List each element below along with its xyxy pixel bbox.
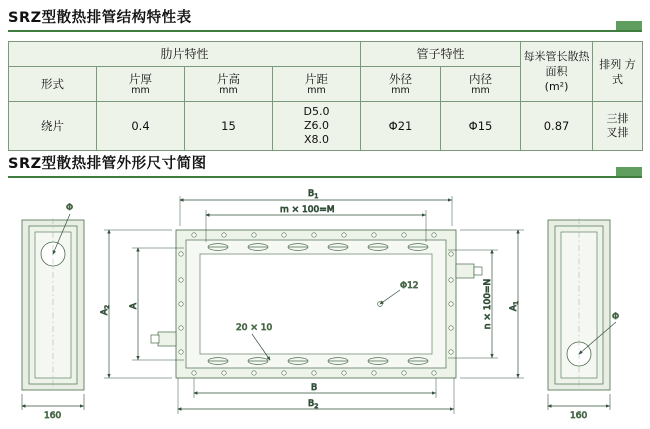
label-plate-size: 20 × 10 [236, 323, 273, 333]
label-m100M: m × 100=M [280, 205, 335, 215]
group-header-area [521, 42, 593, 102]
col-header-fin-pitch-label: 片距 [305, 71, 328, 86]
col-header-outer-diameter-label: 外径 [389, 71, 413, 86]
table-row [9, 102, 643, 151]
col-header-fin-height-unit: mm [219, 84, 238, 96]
label-A1: $A_1$ [509, 300, 520, 312]
section-title-2: SRZ型散热排管外形尺寸简图 [8, 156, 207, 172]
table-group-header-row [9, 42, 643, 67]
label-B: B [311, 383, 318, 393]
col-header-fin-height-label: 片高 [217, 71, 240, 86]
col-header-form [9, 67, 97, 102]
section-rule-2 [8, 176, 642, 178]
group-header-area-line2: (m²) [544, 80, 569, 93]
spec-table [8, 41, 643, 151]
support-foot [151, 332, 176, 346]
label-left-phi: Φ [66, 203, 74, 213]
cell-fin-thickness: 0.4 [97, 102, 185, 151]
group-header-fin: 肋片特性 [9, 42, 361, 67]
section-tab-marker-1 [616, 21, 642, 30]
cell-arrangement-line2: 叉排 [606, 126, 629, 139]
col-header-fin-pitch [273, 67, 361, 102]
right-side-view [548, 218, 619, 421]
col-header-inner-diameter [441, 67, 521, 102]
cell-arrangement-line1: 三排 [606, 112, 629, 126]
label-A2: $A_2$ [100, 304, 111, 316]
col-header-fin-thickness-label: 片厚 [129, 71, 152, 86]
col-header-fin-thickness [97, 67, 185, 102]
label-left-width: 160 [44, 411, 62, 421]
section-rule-1 [8, 30, 642, 32]
spec-table-wrapper [8, 41, 642, 151]
cell-inner-diameter: Φ15 [441, 102, 521, 151]
label-hole-phi12: Φ12 [400, 281, 419, 291]
cell-fin-pitch-line1: D5.0 [303, 105, 330, 119]
group-header-area-line1: 每米管长散热面积 [523, 50, 590, 78]
main-front-view [151, 230, 482, 378]
section-tab-marker-2 [616, 167, 642, 176]
section-title-1: SRZ型散热排管结构特性表 [8, 10, 192, 26]
col-header-fin-thickness-unit: mm [131, 84, 150, 96]
cell-area-per-meter: 0.87 [521, 102, 593, 151]
cell-outer-diameter: Φ21 [361, 102, 441, 151]
cell-fin-height: 15 [185, 102, 273, 151]
group-header-arrangement [593, 42, 643, 102]
col-header-outer-diameter [361, 67, 441, 102]
cell-fin-pitch [273, 102, 361, 151]
section-heading-spec-table [8, 6, 642, 32]
col-header-outer-diameter-unit: mm [391, 84, 410, 96]
outlet-nozzle [456, 264, 482, 278]
section-heading-outline-drawing [8, 152, 642, 178]
cell-arrangement [593, 102, 643, 151]
col-header-form-label: 形式 [41, 76, 64, 91]
cell-form: 绕片 [9, 102, 97, 151]
label-B1: $B_1$ [308, 189, 319, 200]
label-B2: $B_2$ [308, 399, 319, 410]
col-header-inner-diameter-label: 内径 [469, 71, 493, 86]
label-A: A [129, 302, 139, 310]
label-n100N: n × 100=N [483, 278, 493, 330]
group-header-tube: 管子特性 [361, 42, 521, 67]
col-header-inner-diameter-unit: mm [471, 84, 490, 96]
cell-fin-pitch-line2: Z6.0 [303, 119, 330, 133]
outline-drawing-svg [8, 182, 642, 422]
col-header-fin-pitch-unit: mm [307, 84, 326, 96]
label-right-width: 160 [570, 411, 588, 421]
left-side-view [22, 203, 84, 421]
col-header-fin-height [185, 67, 273, 102]
group-header-arrangement-line1: 排列 方式 [599, 57, 636, 86]
outline-drawing [8, 182, 642, 422]
cell-fin-pitch-line3: X8.0 [303, 132, 330, 146]
label-right-phi: Φ [612, 312, 620, 322]
